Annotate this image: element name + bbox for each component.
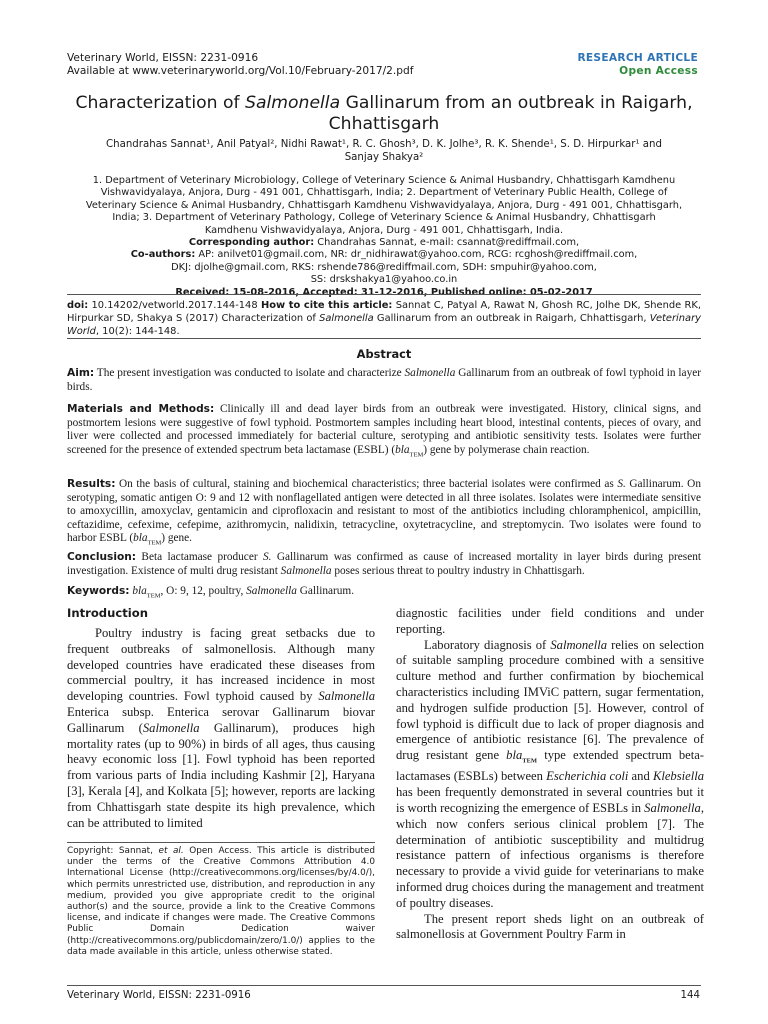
co-authors: Co-authors: AP: anilvet01@gmail.com, NR: dr_nidhirawat@yahoo.com, RCG: rcghosh@rediffmail.com, xyxy=(130,249,638,261)
abstract-conclusion: Conclusion: Beta lactamase producer S. Gallinarum was confirmed as cause of increased mortality in layer birds during present investigation. Existence of multi drug resistant Salmonella poses serious threat to poultry industry in Chhattisgarh. xyxy=(67,551,701,577)
introduction-heading: Introduction xyxy=(67,606,148,620)
title-italic: Salmonella xyxy=(245,93,341,113)
abstract-aim: Aim: The present investigation was conducted to isolate and characterize Salmonella Gallinarum from an outbreak of fowl typhoid in layer birds. xyxy=(67,367,701,393)
journal-header xyxy=(67,52,413,78)
article-badge xyxy=(577,52,698,78)
keywords: Keywords: bla$_{TEM}$, O: 9, 12, poultry, Salmonella Gallinarum. xyxy=(67,585,355,600)
paragraph-present-report: The present report sheds light on an outbreak of salmonellosis at Government Poultry Farm in xyxy=(396,911,704,942)
affiliation-line: Vishwavidyalaya, Anjora, Durg - 491 001, Chhattisgarh, India; 2. Department of Veterinary Public Health, College of xyxy=(100,187,668,199)
affiliations xyxy=(68,175,700,299)
footer-journal: Veterinary World, EISSN: 2231-0916 xyxy=(67,990,251,1001)
license-divider xyxy=(67,842,375,843)
title-text-2: Gallinarum from an outbreak in Raigarh, xyxy=(340,93,693,113)
authors-line-2: Sanjay Shakya² xyxy=(344,152,424,163)
right-column xyxy=(396,606,704,943)
abstract-results: Results: On the basis of cultural, staining and biochemical characteristics; three bacterial isolates were confirmed as S. Gallinarum. On serotyping, somatic antigen O: 9 and 12 with nonflagellated antigen were detected in all three isolates. Isolates were intermediate sensitive to amoxycillin, amoxyclav, gentamicin and ciprofloxacin and resistant to most of the antibiotics including chloramphenicol, ampicillin, ceftazidime, cefexime, cefepime, azithromycin, nalidixin, tetracycline, oxytetracycline, and streptomycin. Two isolates were found to harbor ESBL (bla$_{TEM}$) gene. xyxy=(67,478,701,547)
abstract-methods: Materials and Methods: Clinically ill and dead layer birds from an outbreak were investigated. History, clinical signs, and postmortem lesions were suggestive of fowl typhoid. Postmortem samples including heart blood, intestinal contents, pieces of ovary, and liver were collected and processed immediately for bacterial culture, serotyping and antibiotic sensitivity tests. Isolates were further screened for the presence of extended spectrum beta lactamase (ESBL) (bla$_{TEM}$) gene by polymerase chain reaction. xyxy=(67,403,701,459)
affiliation-line: Kamdhenu Vishwavidyalaya, Anjora, Durg - 491 001, Chhattisgarh, India. xyxy=(204,224,564,236)
paragraph-lab-diagnosis: Laboratory diagnosis of Salmonella relies on selection of suitable sampling procedure combined with a sensitive culture method and further confirmation by biochemical characteristics including IMViC pattern, sugar fermentation, and hydrogen sulfide production [5]. However, control of fowl typhoid is difficult due to lack of proper diagnosis and emergence of antibiotic resistance [6]. The prevalence of drug resistant gene bla$_{TEM}$ type extended spectrum beta-lactamases (ESBLs) between Escherichia coli and Klebsiella has been frequently demonstrated in several countries but it is worth recognizing the emergence of ESBLs in Salmonella, which now confers serious clinical problem [7]. The determination of antibiotic susceptibility and multidrug resistance pattern of infectious organisms is therefore necessary to provide a vivid guide for veterinarians to make informed drug choices during the management and treatment of poultry diseases. xyxy=(396,637,705,910)
co-authors-line-2: DKJ: djolhe@gmail.com, RKS: rshende786@rediffmail.com, SDH: smpuhir@yahoo.com, xyxy=(171,261,597,273)
license-notice: Copyright: Sannat, et al. Open Access. This article is distributed under the terms of the Creative Commons Attribution 4.0 International License (http://creativecommons.org/licenses/by/4.0/), which permits unrestricted use, distribution, and reproduction in any medium, provided you give appropriate credit to the original author(s) and the source, provide a link to the Creative Commons license, and indicate if changes were made. The Creative Commons Public Domain Dedication waiver (http://creativecommons.org/publicdomain/zero/1.0/) applies to the data made available in this article, unless otherwise stated. xyxy=(67,846,375,957)
footer-divider xyxy=(67,985,701,986)
article-type: RESEARCH ARTICLE xyxy=(577,52,698,64)
affiliation-line: Veterinary Science & Animal Husbandry, Chhattisgarh Kamdhenu Vishwavidyalaya, Anjora, Durg - 491 001, Chhattisgarh, xyxy=(85,199,683,211)
corresponding-author: Corresponding author: Chandrahas Sannat, e-mail: csannat@rediffmail.com, xyxy=(188,237,580,249)
divider xyxy=(67,294,701,295)
affiliation-line: 1. Department of Veterinary Microbiology, College of Veterinary Science & Animal Husbandry, Chhattisgarh Kamdhenu xyxy=(92,175,676,186)
article-title xyxy=(40,93,728,135)
paragraph-continued: diagnostic facilities under field conditions and under reporting. xyxy=(396,606,704,636)
affiliation-line: India; 3. Department of Veterinary Pathology, College of Veterinary Science & Animal Husbandry, Chhattisgarh xyxy=(112,212,656,224)
title-text: Characterization of xyxy=(75,93,246,113)
author-list xyxy=(95,138,673,164)
abstract-heading: Abstract xyxy=(356,347,412,361)
open-access-label: Open Access xyxy=(619,65,698,77)
journal-line: Veterinary World, EISSN: 2231-0916 xyxy=(67,52,259,64)
dates-line: Received: 15-08-2016, Accepted: 31-12-2016, Published online: 05-02-2017 xyxy=(175,286,593,298)
title-line-2: Chhattisgarh xyxy=(328,114,440,134)
divider xyxy=(67,338,701,339)
authors-line-1: Chandrahas Sannat¹, Anil Patyal², Nidhi Rawat¹, R. C. Ghosh³, D. K. Jolhe³, R. K. Shende¹, S. D. Hirpurkar¹ and xyxy=(106,139,662,150)
page-number: 144 xyxy=(680,990,700,1001)
co-authors-line-3: SS: drskshakya1@yahoo.co.in xyxy=(310,274,458,286)
doi-link[interactable]: 10.14202/vetworld.2017.144-148 xyxy=(88,300,261,311)
available-link[interactable]: Available at www.veterinaryworld.org/Vol.10/February-2017/2.pdf xyxy=(67,65,414,77)
intro-paragraph: Poultry industry is facing great setbacks due to frequent outbreaks of salmonellosis. Although many developed countries have eradicated these diseases from commercial poultry, it has increased incidence in most developing countries. Fowl typhoid caused by Salmonella Enterica subsp. Enterica serovar Gallinarum biovar Gallinarum (Salmonella Gallinarum), produces high mortality rates (up to 90%) in birds of all ages, thus causing heavy economic loss [1]. Fowl typhoid has been reported from various parts of India including Kashmir [2], Haryana [3], Kerala [4], and Kolkata [5]; however, reports are lacking from Chhattisgarh state despite its high prevalence, which can be attributed to limited xyxy=(67,626,375,830)
citation-block: doi: 10.14202/vetworld.2017.144-148 How to cite this article: Sannat C, Patyal A, Rawat N, Ghosh RC, Jolhe DK, Shende RK, Hirpurkar SD, Shakya S (2017) Characterization of Salmonella Gallinarum from an outbreak in Raigarh, Chhattisgarh, Veterinary World, 10(2): 144-148. xyxy=(67,300,702,337)
